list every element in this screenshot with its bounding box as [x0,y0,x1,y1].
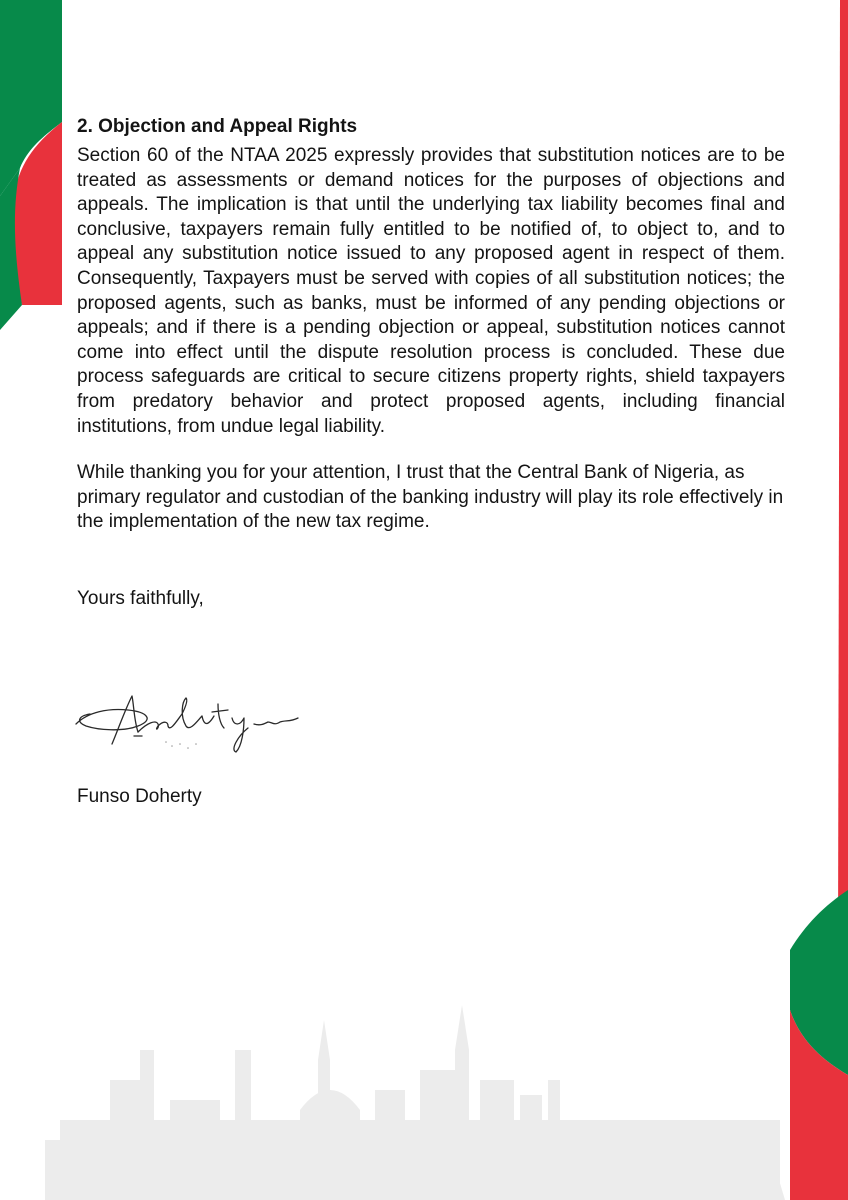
section-heading: 2. Objection and Appeal Rights [77,116,358,137]
body-paragraph: Section 60 of the NTAA 2025 expressly provides that substitution notices are to be treated as assessments or demand notices for the purposes of objections and appeals. The implication is that until the underlying tax liability becomes final and conclusive, taxpayers remain fully entitled to be notified of, to object to, and to appeal any substitution notice issued to any proposed agent in respect of them. Consequently, Taxpayers must be served with copies of all substitution notices; the proposed agents, such as banks, must be informed of any pending objections or appeals; and if there is a pending objection or appeal, substitution notices cannot come into effect until the dispute resolution process is concluded. These due process safeguards are critical to secure citizens property rights, shield taxpayers from predatory behavior and protect proposed agents, including financial institutions, from undue legal liability. [77,145,785,437]
letter-body [77,114,785,611]
body-paragraph: While thanking you for your attention, I trust that the Central Bank of Nigeria, as primary regulator and custodian of the banking industry will play its role effectively in the implementation of the new tax regime. [77,462,784,533]
right-red-line [838,0,848,950]
closing-salutation: Yours faithfully, [77,587,204,609]
signer-name: Funso Doherty [77,786,202,807]
skyline-watermark [45,1005,785,1200]
signature [68,686,308,756]
